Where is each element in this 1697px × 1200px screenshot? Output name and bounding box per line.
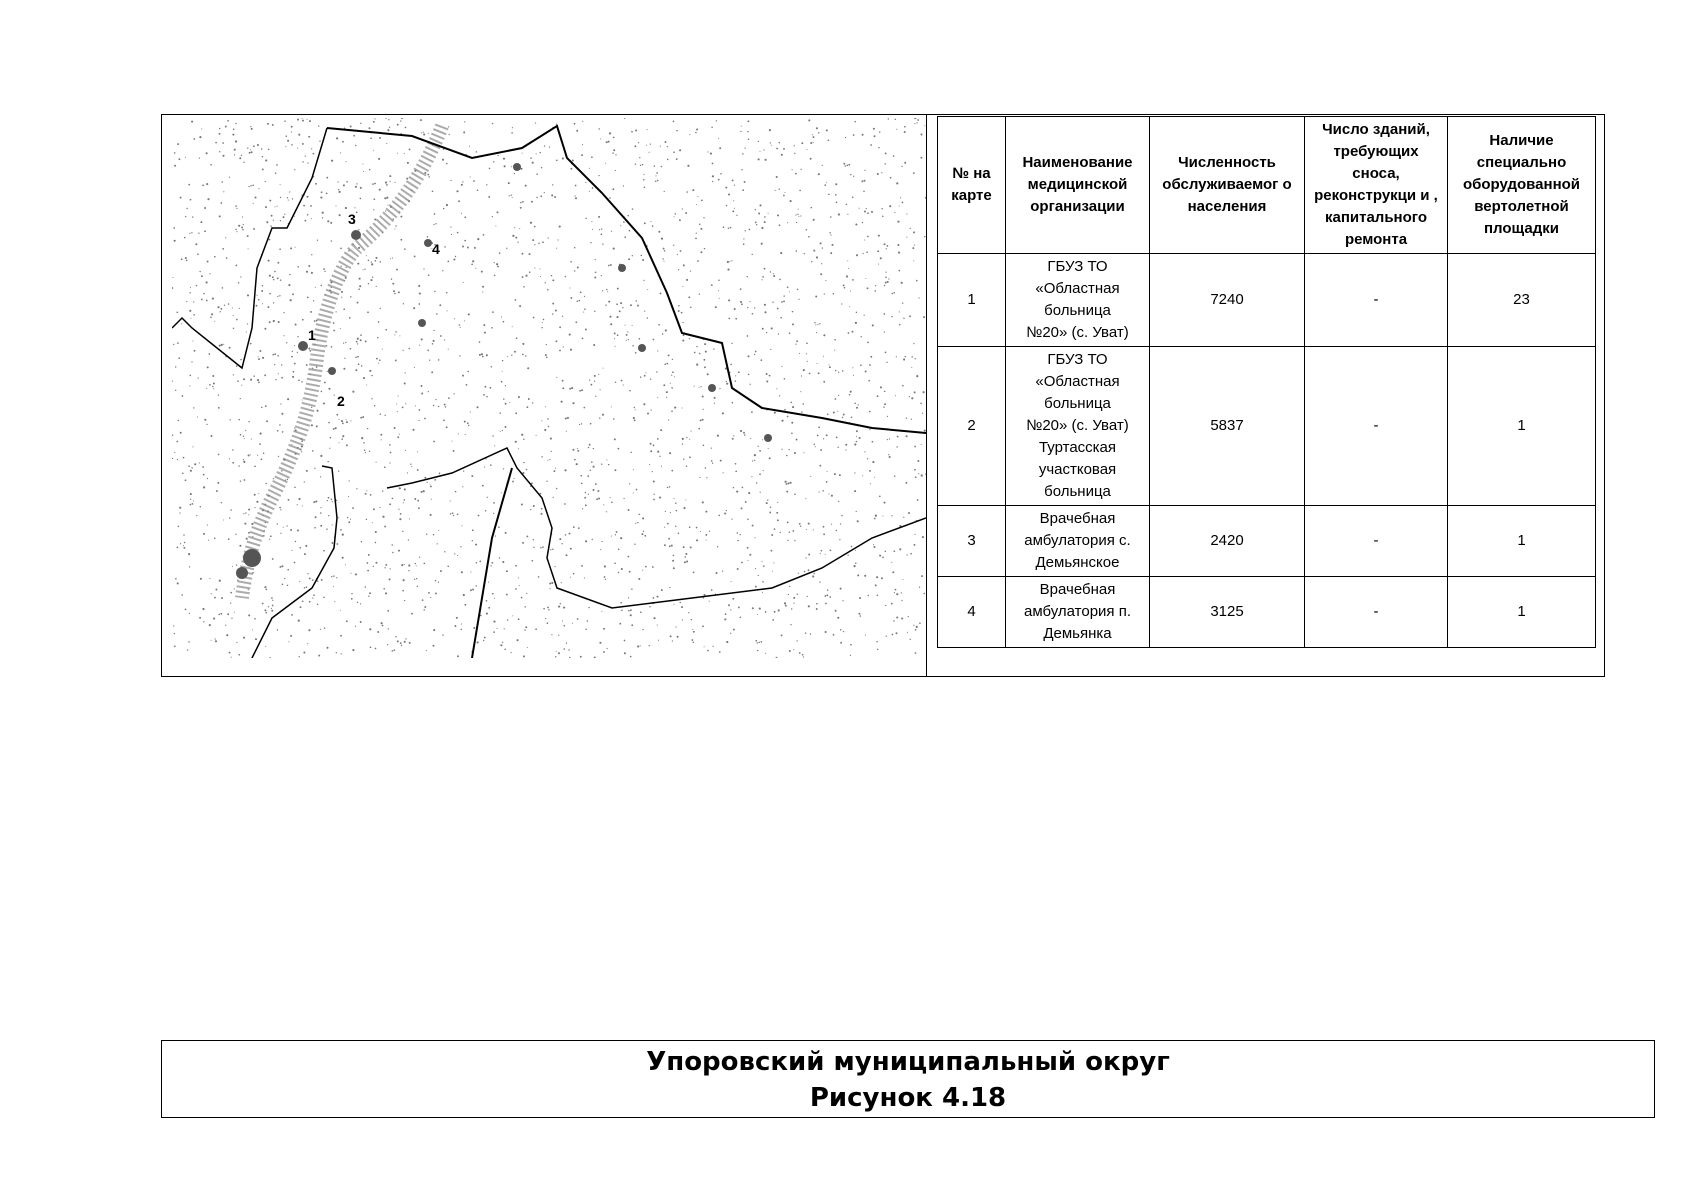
- cell-organization: Врачебная амбулатория п. Демьянка: [1006, 577, 1150, 648]
- table-row: [938, 506, 1596, 577]
- district-map-drawing: [172, 118, 926, 658]
- cell-buildings: -: [1305, 347, 1448, 506]
- river-band: [242, 126, 442, 598]
- table-row: [938, 347, 1596, 506]
- cell-organization: ГБУЗ ТО «Областная больница №20» (с. Уват) Туртасская участковая больница: [1006, 347, 1150, 506]
- cell-population: 7240: [1150, 254, 1305, 347]
- cell-buildings: -: [1305, 254, 1448, 347]
- cell-organization: ГБУЗ ТО «Областная больница №20» (с. Уват): [1006, 254, 1150, 347]
- table-row: [938, 254, 1596, 347]
- cell-number: 2: [938, 347, 1006, 506]
- map-marker-2: 2: [337, 393, 345, 409]
- map-stipple-texture: [172, 118, 926, 658]
- cell-helipad: 1: [1448, 506, 1596, 577]
- district-boundary-west: [172, 128, 327, 368]
- map-marker-1: 1: [308, 327, 316, 343]
- cell-organization: Врачебная амбулатория с. Демьянское: [1006, 506, 1150, 577]
- header-buildings: Число зданий, требующих сноса, реконструкци и , капитального ремонта: [1305, 117, 1448, 254]
- district-boundary-southeast: [387, 448, 926, 608]
- header-organization: Наименование медицинской организации: [1006, 117, 1150, 254]
- cell-number: 3: [938, 506, 1006, 577]
- cell-buildings: -: [1305, 506, 1448, 577]
- header-map-number: № на карте: [938, 117, 1006, 254]
- cell-population: 5837: [1150, 347, 1305, 506]
- cell-helipad: 1: [1448, 577, 1596, 648]
- table-header-row: [938, 117, 1596, 254]
- table-row: [938, 577, 1596, 648]
- cell-buildings: -: [1305, 577, 1448, 648]
- cell-number: 1: [938, 254, 1006, 347]
- header-helipad: Наличие специально оборудованной вертолетной площадки: [1448, 117, 1596, 254]
- caption-figure-number: Рисунок 4.18: [809, 1083, 1007, 1113]
- cell-helipad: 1: [1448, 347, 1596, 506]
- cell-helipad: 23: [1448, 254, 1596, 347]
- caption-title: Упоровский муниципальный округ: [646, 1047, 1170, 1077]
- figure-caption: [161, 1040, 1655, 1118]
- cell-population: 2420: [1150, 506, 1305, 577]
- cell-number: 4: [938, 577, 1006, 648]
- header-population: Численность обслуживаемог о населения: [1150, 117, 1305, 254]
- cell-population: 3125: [1150, 577, 1305, 648]
- map-marker-4: 4: [432, 241, 440, 257]
- district-boundary: [327, 126, 926, 433]
- district-map: [172, 118, 926, 658]
- map-marker-3: 3: [348, 211, 356, 227]
- panel-divider: [926, 114, 927, 677]
- medical-organizations-table: [937, 116, 1596, 648]
